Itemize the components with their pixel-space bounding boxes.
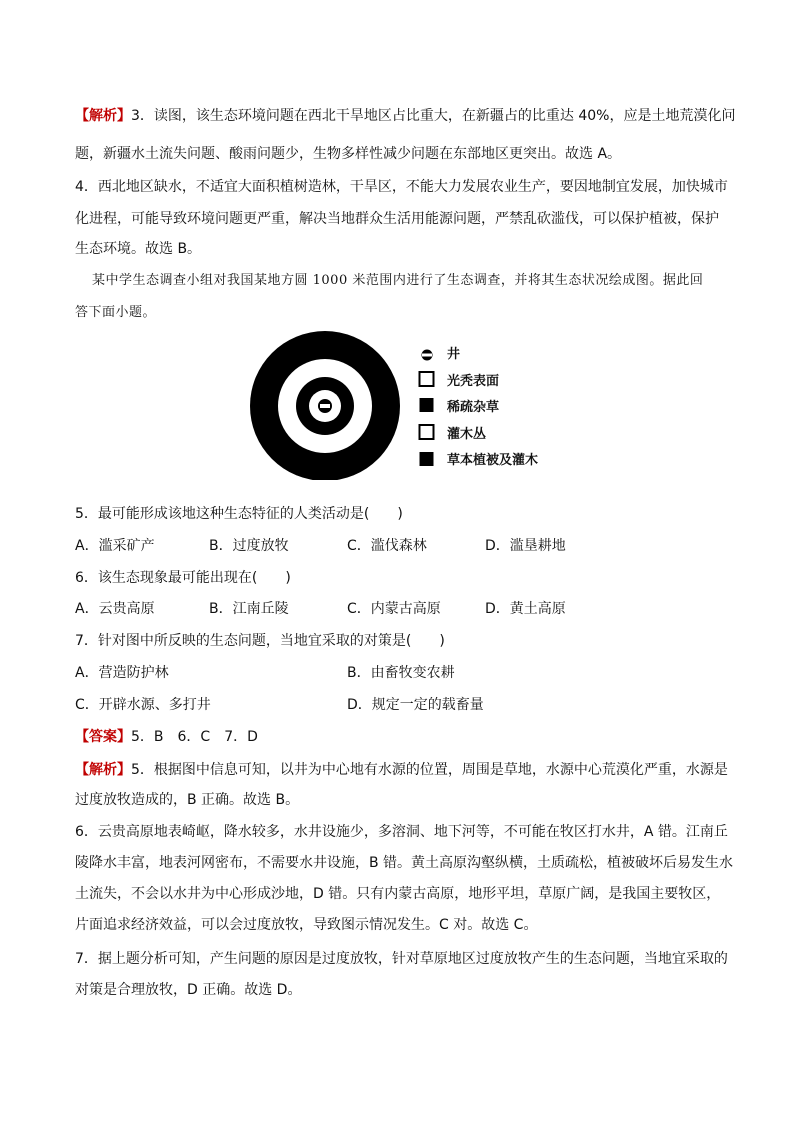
answer-tag: 【答案】 xyxy=(75,729,131,745)
intro-line1: 某中学生态调查小组对我国某地方圆 1000 米范围内进行了生态调查，并将其生态状况绘成图。据此回 xyxy=(92,273,704,288)
analysis-q5-line1: 【解析】5．根据图中信息可知，以井为中心地有水源的位置，周围是草地，水源中心荒漠化严重，水源是 xyxy=(75,762,728,778)
legend-label-well: 井 xyxy=(447,347,461,362)
filled-square-icon xyxy=(420,398,434,412)
legend-label-shrubs: 灌木丛 xyxy=(447,427,487,442)
q7-option-a: A．营造防护林 xyxy=(75,665,169,681)
q5-stem: 5．最可能形成该地这种生态特征的人类活动是( ) xyxy=(75,506,403,522)
analysis-q7-line1: 7．据上题分析可知，产生问题的原因是过度放牧，针对草原地区过度放牧产生的生态问题，当地宜采取的 xyxy=(75,951,728,967)
q5-option-c: C．滥伐森林 xyxy=(347,538,427,554)
q6-option-b: B．江南丘陵 xyxy=(209,601,289,617)
q5-option-d: D．滥垦耕地 xyxy=(485,538,566,554)
answer-line xyxy=(75,727,258,747)
analysis-q3-line1: 【解析】3．读图，该生态环境问题在西北干旱地区占比重大，在新疆占的比重达 40%，应是土地荒漠化问 xyxy=(75,108,736,124)
analysis-q3-line2: 题，新疆水土流失问题、酸雨问题少，生物多样性减少问题在东部地区更突出。故选 A。 xyxy=(75,146,622,162)
q6-stem: 6．该生态现象最可能出现在( ) xyxy=(75,570,291,586)
legend-label-bare-surface: 光秃表面 xyxy=(447,374,500,389)
q7-option-b: B．由畜牧变农耕 xyxy=(347,665,455,681)
q7-option-d: D．规定一定的载畜量 xyxy=(347,697,484,713)
intro-line2: 答下面小题。 xyxy=(75,305,157,320)
analysis-q4-line3: 生态环境。故选 B。 xyxy=(75,241,202,257)
analysis-q6-line4: 片面追求经济效益，可以会过度放牧，导致图示情况发生。C 对。故选 C。 xyxy=(75,917,538,933)
answer-text: 5．B 6．C 7．D xyxy=(131,729,258,745)
analysis-tag: 【解析】 xyxy=(75,762,131,778)
analysis-q4-line1: 4．西北地区缺水，不适宜大面积植树造林，干旱区，不能大力发展农业生产，要因地制宜发展，加快城市 xyxy=(75,179,728,195)
q6-option-a: A．云贵高原 xyxy=(75,601,155,617)
well-center-mark xyxy=(320,404,330,408)
q5-option-a: A．滥采矿产 xyxy=(75,538,155,554)
legend-label-sparse-weeds: 稀疏杂草 xyxy=(447,400,500,415)
legend-label-herbs-shrubs: 草本植被及灌木 xyxy=(447,453,539,468)
q5-option-b: B．过度放牧 xyxy=(209,538,289,554)
hollow-square-icon xyxy=(420,425,434,439)
analysis-q6-line2: 陵降水丰富，地表河网密布，不需要水井设施，B 错。黄土高原沟壑纵横，土质疏松，植被破坏后易发生水 xyxy=(75,855,734,871)
analysis-q6-line3: 土流失，不会以水井为中心形成沙地，D 错。只有内蒙古高原，地形平坦，草原广阔，是我国主要牧区， xyxy=(75,886,721,902)
hollow-square-icon xyxy=(420,372,434,386)
q6-option-c: C．内蒙古高原 xyxy=(347,601,441,617)
analysis-q5-line2: 过度放牧造成的，B 正确。故选 B。 xyxy=(75,792,300,808)
analysis-q7-line2: 对策是合理放牧，D 正确。故选 D。 xyxy=(75,982,302,998)
analysis-q6-line1: 6．云贵高原地表崎岖，降水较多，水井设施少，多溶洞、地下河等，不可能在牧区打水井，A 错。江南丘 xyxy=(75,824,728,840)
analysis-q4-line2: 化进程，可能导致环境问题更严重，解决当地群众生活用能源问题，严禁乱砍滥伐，可以保护植被，保护 xyxy=(75,211,719,227)
q6-option-d: D．黄土高原 xyxy=(485,601,566,617)
ecology-ring-diagram xyxy=(249,330,555,480)
q7-option-c: C．开辟水源、多打井 xyxy=(75,697,211,713)
analysis-tag: 【解析】 xyxy=(75,108,131,124)
q7-stem: 7．针对图中所反映的生态问题，当地宜采取的对策是( ) xyxy=(75,633,445,649)
filled-square-icon xyxy=(420,452,434,466)
